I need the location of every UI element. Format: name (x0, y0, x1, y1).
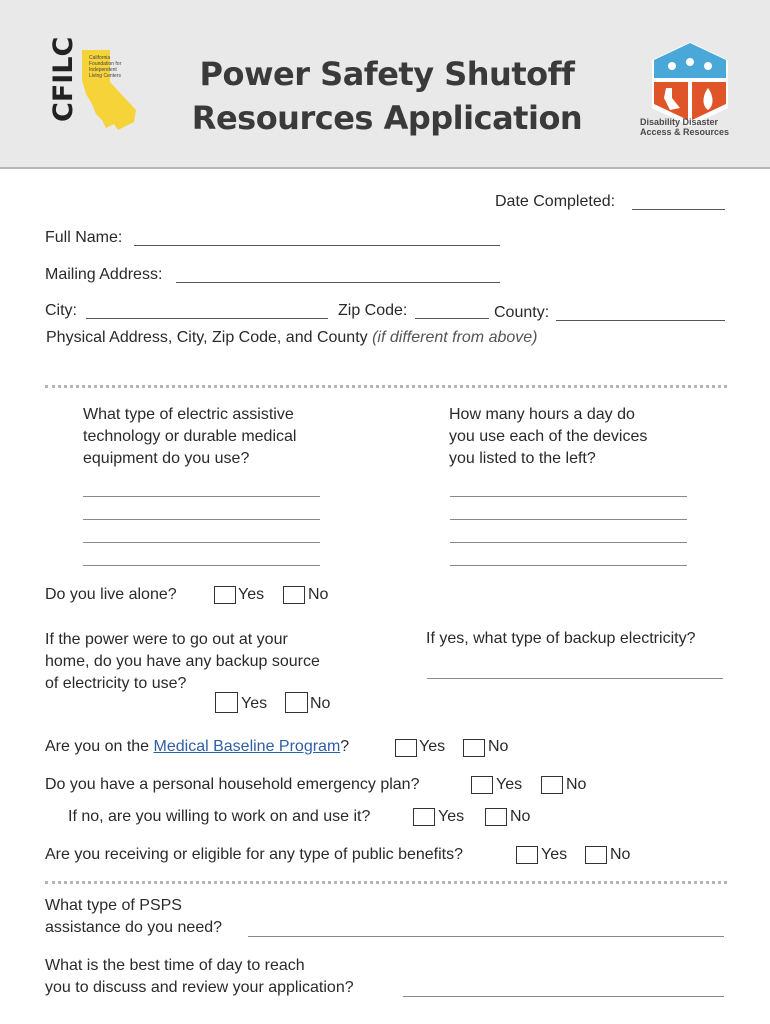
backup-type-label: If yes, what type of backup electricity? (426, 630, 696, 647)
county-field[interactable] (556, 320, 725, 321)
yes-label: Yes (238, 586, 265, 603)
mailing-address-label: Mailing Address: (45, 266, 163, 283)
yes-label: Yes (541, 846, 568, 863)
psps-question: What type of PSPS assistance do you need? (45, 897, 223, 936)
psps-field[interactable] (248, 936, 724, 937)
city-field[interactable] (86, 318, 328, 319)
benefits-no-checkbox[interactable] (585, 846, 607, 864)
county-label: County: (494, 304, 550, 321)
hours-field[interactable] (450, 519, 687, 520)
hours-field[interactable] (450, 542, 687, 543)
willing-no-checkbox[interactable] (485, 808, 507, 826)
equipment-field[interactable] (83, 519, 320, 520)
baseline-no-checkbox[interactable] (463, 739, 485, 757)
live-alone-no-checkbox[interactable] (283, 586, 305, 604)
physical-address-label: Physical Address, City, Zip Code, and County (if different from above) (46, 329, 538, 346)
hours-field[interactable] (450, 496, 687, 497)
willing-yes-checkbox[interactable] (413, 808, 435, 826)
page-title: Power Safety Shutoff Resources Application (191, 55, 583, 137)
section-divider (45, 881, 727, 884)
backup-type-field[interactable] (427, 678, 723, 679)
emergency-plan-question: Do you have a personal household emergency plan? (45, 776, 420, 793)
baseline-yes-checkbox[interactable] (395, 739, 417, 757)
no-label: No (610, 846, 631, 863)
svg-text:CFILC: CFILC (48, 36, 79, 122)
no-label: No (308, 586, 329, 603)
hours-field[interactable] (450, 565, 687, 566)
equipment-question: What type of electric assistive technology or durable medical equipment do you use? (83, 406, 297, 467)
equipment-field[interactable] (83, 496, 320, 497)
yes-label: Yes (438, 808, 465, 825)
full-name-field[interactable] (134, 245, 500, 246)
no-label: No (488, 738, 509, 755)
no-label: No (310, 695, 331, 712)
zip-code-field[interactable] (415, 318, 489, 319)
ddar-logo-text: Disability Disaster Access & Resources (640, 117, 730, 137)
date-completed-label: Date Completed: (495, 193, 616, 210)
equipment-field[interactable] (83, 565, 320, 566)
section-divider (45, 385, 727, 388)
full-name-label: Full Name: (45, 229, 123, 246)
live-alone-yes-checkbox[interactable] (214, 586, 236, 604)
yes-label: Yes (241, 695, 268, 712)
best-time-field[interactable] (403, 996, 724, 997)
hours-question: How many hours a day do you use each of the devices you listed to the left? (449, 406, 648, 467)
yes-label: Yes (496, 776, 523, 793)
no-label: No (566, 776, 587, 793)
best-time-question: What is the best time of day to reach you to discuss and review your application? (45, 957, 354, 996)
backup-question: If the power were to go out at your home, do you have any backup source of electricity to use? (45, 631, 320, 692)
city-label: City: (45, 302, 77, 319)
yes-label: Yes (419, 738, 446, 755)
willing-question: If no, are you willing to work on and use it? (68, 808, 371, 825)
backup-no-checkbox[interactable] (285, 692, 308, 713)
equipment-field[interactable] (83, 542, 320, 543)
medical-baseline-question: Are you on the Medical Baseline Program? (45, 738, 350, 755)
date-completed-field[interactable] (632, 209, 725, 210)
zip-code-label: Zip Code: (338, 302, 408, 319)
no-label: No (510, 808, 531, 825)
mailing-address-field[interactable] (176, 282, 500, 283)
benefits-question: Are you receiving or eligible for any type of public benefits? (45, 846, 464, 863)
cfilc-org-name: California Foundation for Independent Living Centers (89, 55, 122, 79)
benefits-yes-checkbox[interactable] (516, 846, 538, 864)
backup-yes-checkbox[interactable] (215, 692, 238, 713)
plan-no-checkbox[interactable] (541, 776, 563, 794)
medical-baseline-link[interactable]: Medical Baseline Program (153, 738, 341, 755)
page-header (0, 0, 770, 169)
live-alone-label: Do you live alone? (45, 586, 177, 603)
plan-yes-checkbox[interactable] (471, 776, 493, 794)
